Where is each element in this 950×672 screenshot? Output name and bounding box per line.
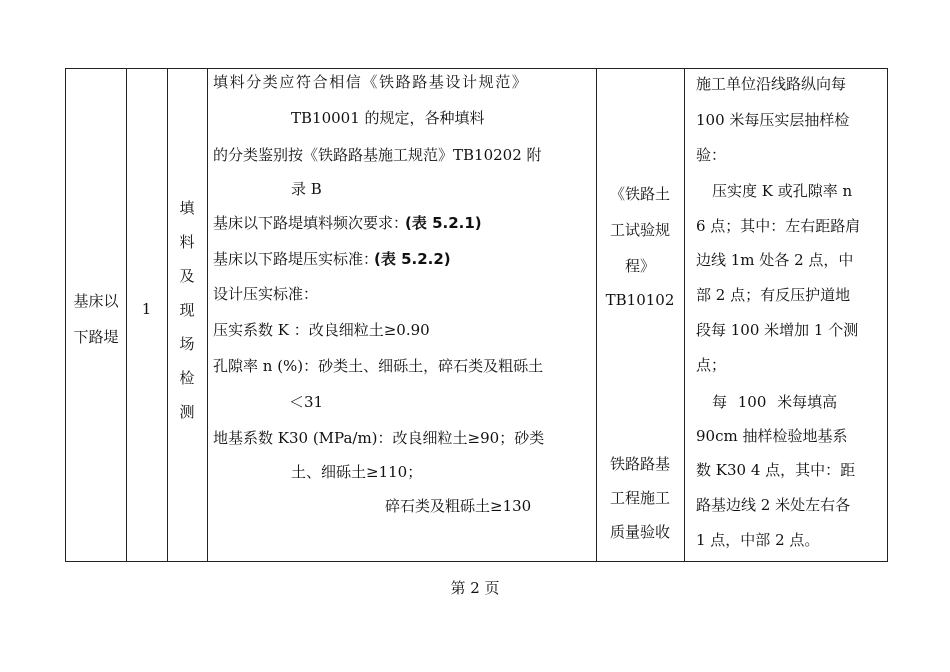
item-cell bbox=[167, 191, 207, 429]
method-line: 边线 1m 处各 2 点，中 bbox=[696, 251, 854, 269]
item-char: 场 bbox=[179, 335, 195, 353]
standard-ref: 工试验规 bbox=[609, 221, 670, 239]
standard-ref: 工程施工 bbox=[609, 489, 670, 507]
table-ref: (表 5.2.1) bbox=[405, 214, 482, 232]
method-line: 每 100 米每填高 bbox=[712, 393, 838, 411]
method-line: 数 K30 4 点，其中：距 bbox=[696, 461, 856, 479]
item-char: 填 bbox=[179, 199, 195, 217]
requirement-line: 孔隙率 n (%)：砂类土、细砾土，碎石类及粗砾土 bbox=[213, 357, 544, 375]
standard-ref: 程》 bbox=[624, 257, 655, 275]
category-text: 基床以下路堤 bbox=[73, 292, 119, 346]
method-line: 6 点；其中：左右距路肩 bbox=[696, 217, 861, 235]
table-ref: (表 5.2.2) bbox=[374, 250, 451, 268]
method-line: 段每 100 米增加 1 个测 bbox=[696, 321, 859, 339]
standard-cell bbox=[596, 69, 684, 563]
standard-ref: TB10102 bbox=[605, 291, 675, 309]
requirement-line: 基床以下路堤压实标准： bbox=[213, 250, 379, 268]
method-line: 压实度 K 或孔隙率 n bbox=[712, 182, 853, 200]
standard-ref: 《铁路土 bbox=[609, 185, 670, 203]
method-line: 验： bbox=[696, 146, 727, 164]
requirement-line: 碎石类及粗砾土≥130 bbox=[385, 497, 532, 515]
requirement-line: 的分类鉴别按《铁路路基施工规范》TB10202 附 bbox=[213, 146, 542, 164]
requirement-line: TB10001 的规定，各种填料 bbox=[291, 109, 485, 127]
requirement-line: 填料分类应符合相信《铁路路基设计规范》 bbox=[213, 73, 529, 91]
requirement-line: 基床以下路堤填料频次要求： bbox=[213, 214, 409, 232]
standard-ref: 铁路路基 bbox=[609, 455, 670, 473]
requirement-line: ＜31 bbox=[289, 393, 324, 411]
requirement-line: 设计压实标准： bbox=[213, 285, 319, 303]
method-line: 90cm 抽样检验地基系 bbox=[696, 427, 848, 445]
item-char: 及 bbox=[179, 267, 195, 285]
item-char: 测 bbox=[179, 403, 195, 421]
item-char: 检 bbox=[179, 369, 195, 387]
index-cell bbox=[126, 300, 167, 324]
method-line: 1 点，中部 2 点。 bbox=[696, 531, 820, 549]
method-line: 点； bbox=[696, 356, 727, 374]
method-line: 施工单位沿线路纵向每 bbox=[696, 75, 847, 93]
method-cell bbox=[684, 69, 889, 563]
method-line: 100 米每压实层抽样检 bbox=[696, 111, 850, 129]
standard-ref: 质量验收 bbox=[609, 523, 670, 541]
inspection-table bbox=[65, 68, 888, 562]
requirement-line: 录 B bbox=[291, 180, 322, 198]
method-line: 路基边线 2 米处左右各 bbox=[696, 496, 851, 514]
requirement-line: 地基系数 K30 (MPa/m)：改良细粒土≥90；砂类 bbox=[213, 429, 545, 447]
page-number: 第 2 页 bbox=[450, 579, 500, 597]
row-index: 1 bbox=[141, 300, 152, 318]
requirement-line: 土、细砾土≥110； bbox=[291, 463, 423, 481]
requirement-line: 压实系数 K ：改良细粒土≥0.90 bbox=[213, 321, 430, 339]
method-line: 部 2 点；有反压护道地 bbox=[696, 286, 851, 304]
category-cell bbox=[66, 279, 126, 359]
requirements-cell bbox=[207, 69, 596, 563]
item-char: 现 bbox=[179, 301, 195, 319]
item-char: 料 bbox=[179, 233, 195, 251]
